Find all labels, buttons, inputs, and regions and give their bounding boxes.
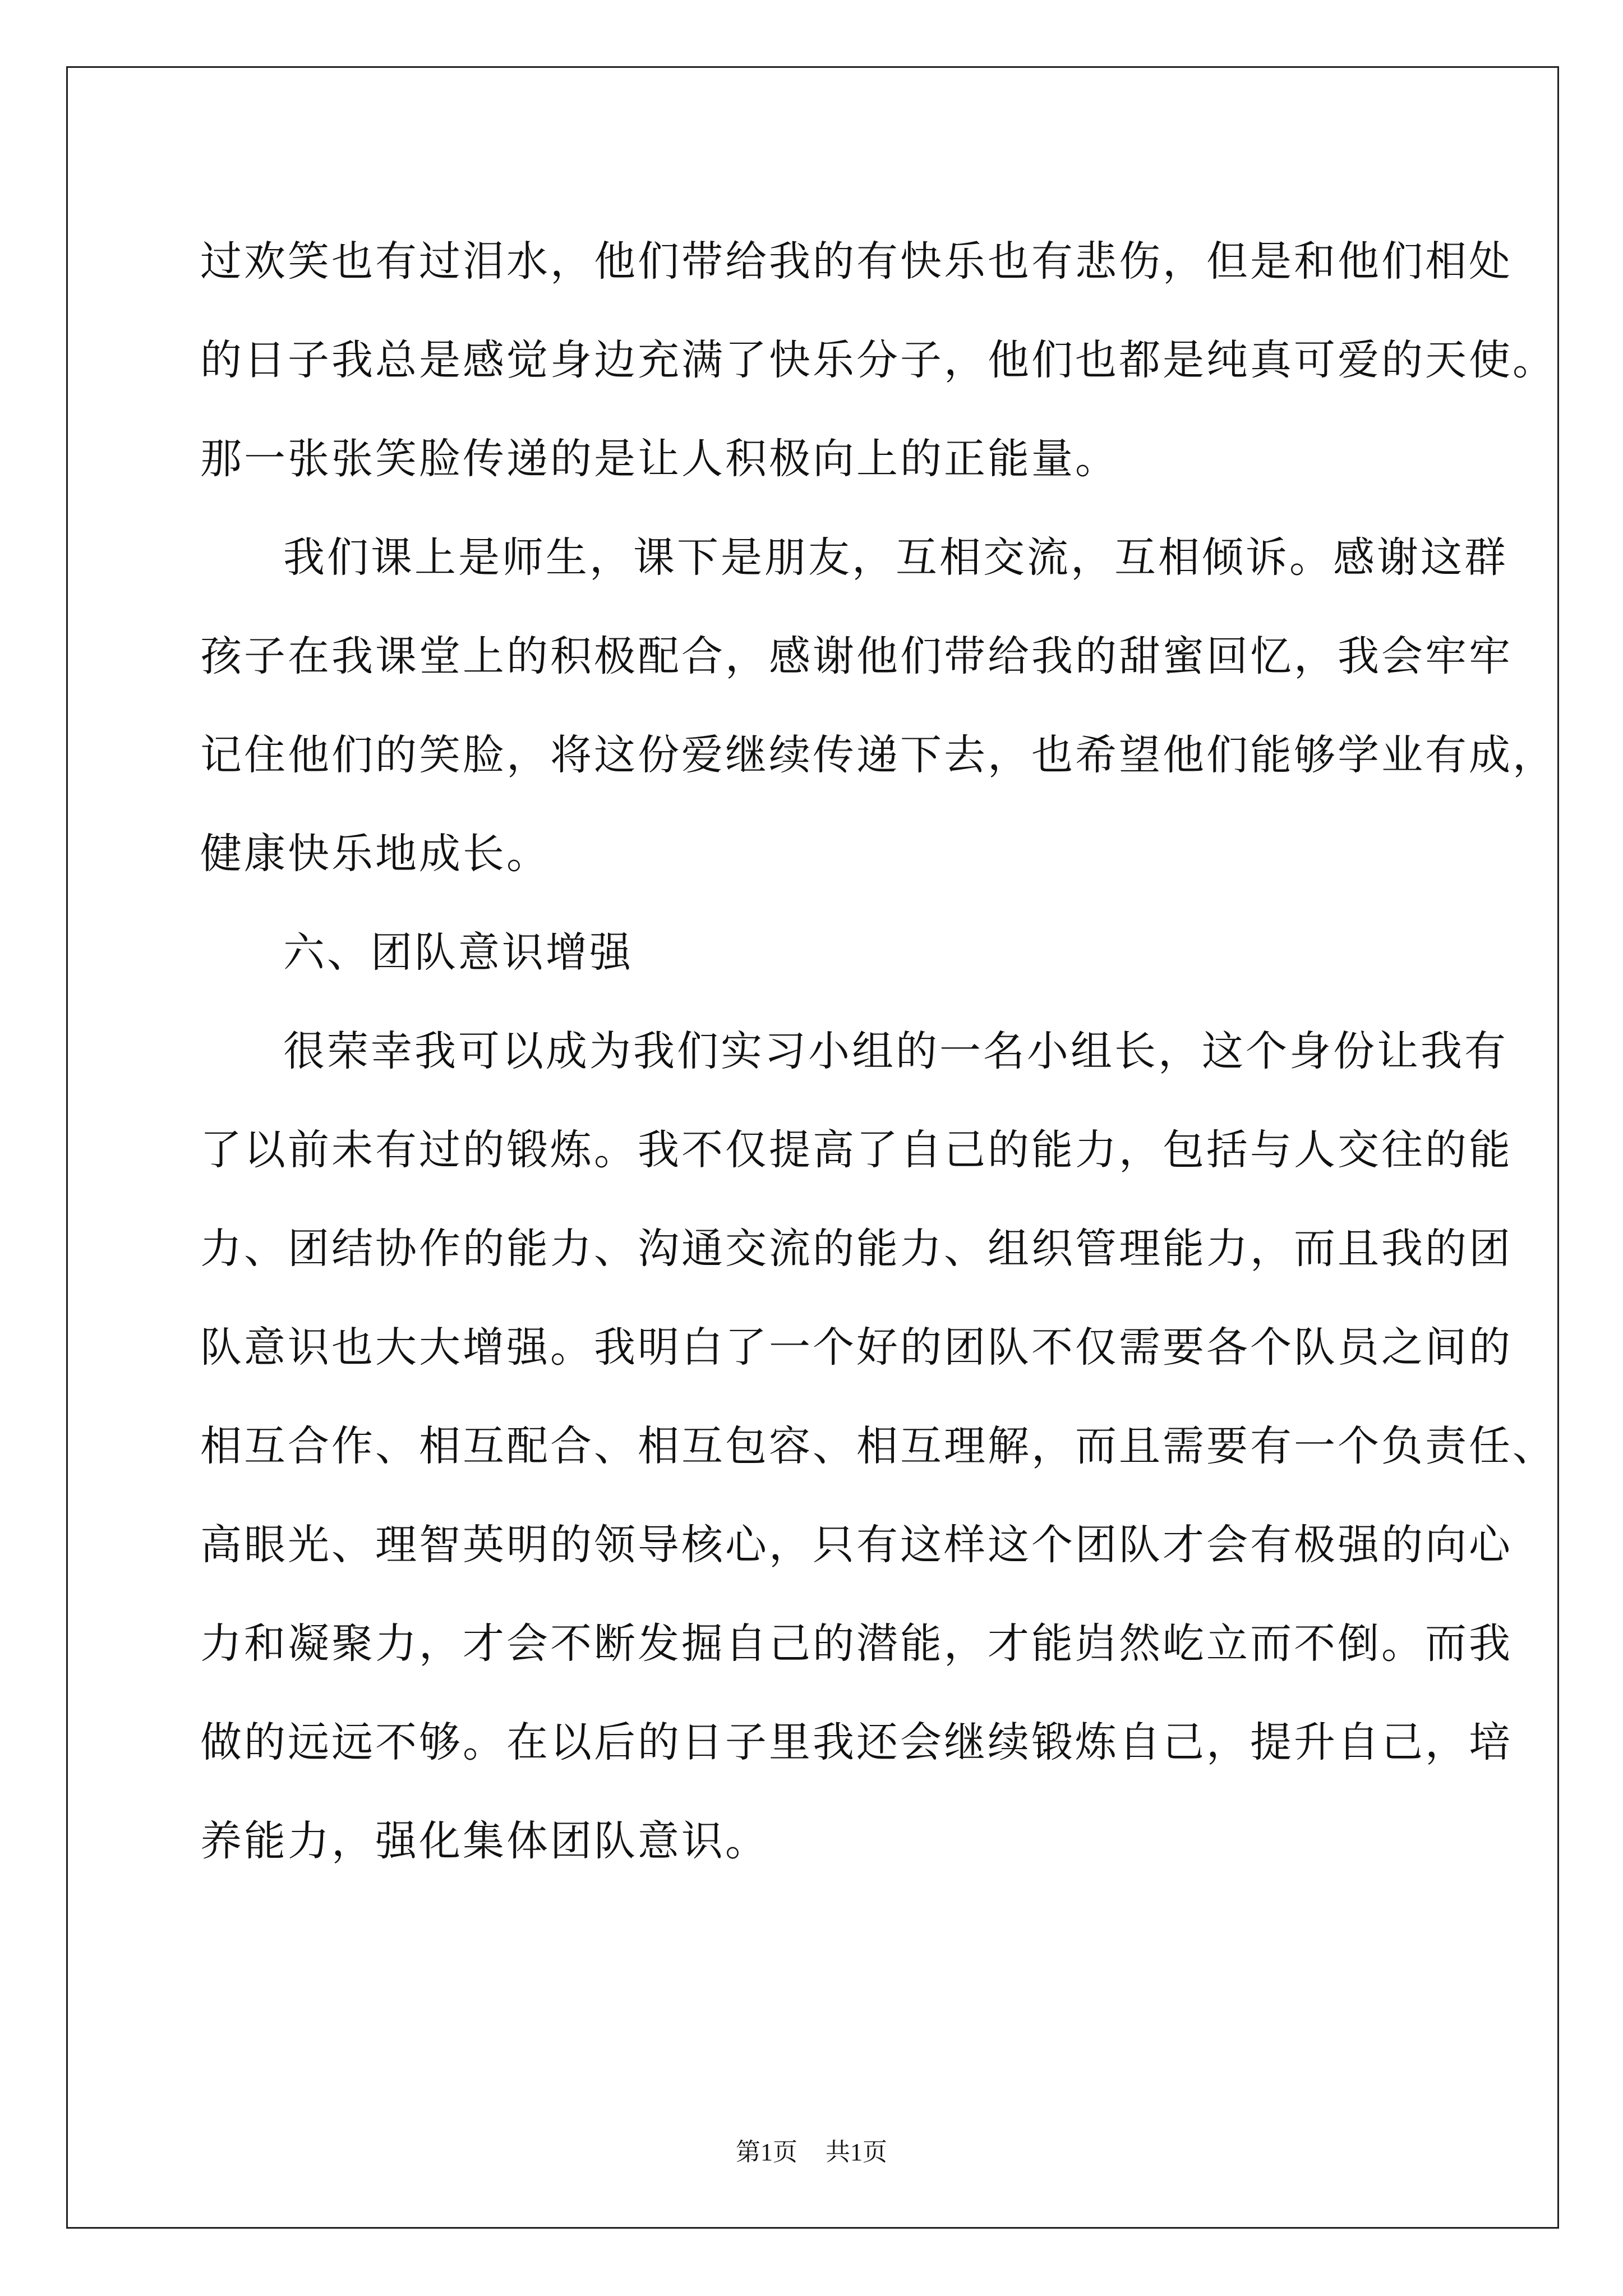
section-heading: 六、团队意识增强 bbox=[283, 928, 633, 977]
page-number: 第1页 bbox=[736, 2138, 797, 2166]
paragraph-line: 力、团结协作的能力、沟通交流的能力、组织管理能力，而且我的团 bbox=[200, 1225, 1513, 1273]
paragraph-line: 很荣幸我可以成为我们实习小组的一名小组长，这个身份让我有 bbox=[283, 1027, 1508, 1075]
page-total: 共1页 bbox=[826, 2138, 887, 2166]
paragraph-line: 孩子在我课堂上的积极配合，感谢他们带给我的甜蜜回忆，我会牢牢 bbox=[200, 632, 1513, 680]
document-body bbox=[200, 212, 1556, 1890]
paragraph-line: 了以前未有过的锻炼。我不仅提高了自己的能力，包括与人交往的能 bbox=[200, 1126, 1513, 1174]
paragraph-line: 我们课上是师生，课下是朋友，互相交流，互相倾诉。感谢这群 bbox=[283, 533, 1508, 582]
paragraph-line: 队意识也大大增强。我明白了一个好的团队不仅需要各个队员之间的 bbox=[200, 1323, 1513, 1372]
paragraph-line: 力和凝聚力，才会不断发掘自己的潜能，才能岿然屹立而不倒。而我 bbox=[200, 1619, 1513, 1668]
page-footer bbox=[0, 2132, 1623, 2168]
paragraph-line: 健康快乐地成长。 bbox=[200, 830, 550, 878]
paragraph-line: 相互合作、相互配合、相互包容、相互理解，而且需要有一个负责任、 bbox=[200, 1422, 1556, 1470]
paragraph-line: 记住他们的笑脸，将这份爱继续传递下去，也希望他们能够学业有成， bbox=[200, 731, 1556, 779]
paragraph-line: 高眼光、理智英明的领导核心，只有这样这个团队才会有极强的向心 bbox=[200, 1521, 1513, 1569]
paragraph-line: 过欢笑也有过泪水，他们带给我的有快乐也有悲伤，但是和他们相处 bbox=[200, 237, 1513, 286]
paragraph-line: 的日子我总是感觉身边充满了快乐分子，他们也都是纯真可爱的天使。 bbox=[200, 336, 1556, 384]
paragraph-line: 做的远远不够。在以后的日子里我还会继续锻炼自己，提升自己，培 bbox=[200, 1718, 1513, 1766]
paragraph-line: 养能力，强化集体团队意识。 bbox=[200, 1817, 769, 1865]
paragraph-line: 那一张张笑脸传递的是让人积极向上的正能量。 bbox=[200, 435, 1119, 483]
